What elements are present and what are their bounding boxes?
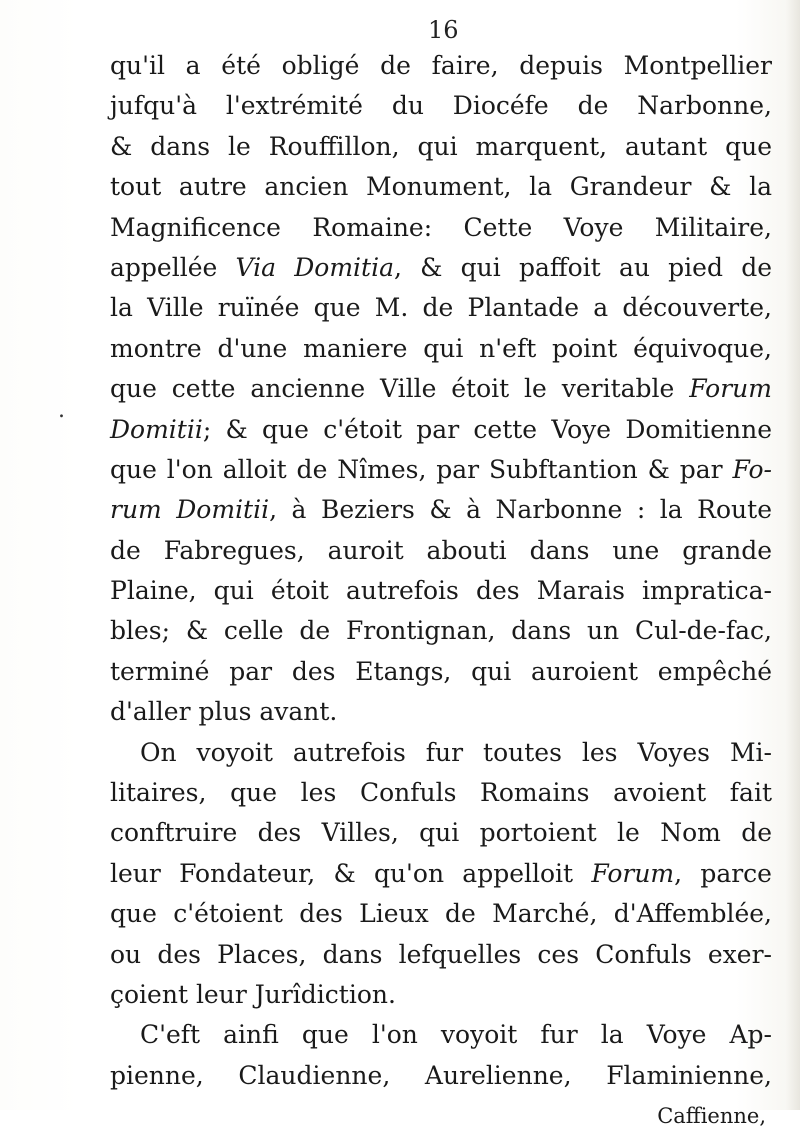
line-text: Magnificence Romaine: Cette Voye Militaire, xyxy=(110,212,772,242)
text-line xyxy=(110,894,772,934)
text-line xyxy=(110,773,772,813)
line-text: pienne, Claudienne, Aurelienne, Flaminienne, xyxy=(110,1060,772,1090)
line-text: de Fabregues, auroit abouti dans une grande xyxy=(110,535,772,565)
line-text: terminé par des Etangs, qui auroient empêché xyxy=(110,656,772,686)
text-line xyxy=(110,208,772,248)
line-text: ; & que c'étoit par cette Voye Domitienne xyxy=(202,414,772,444)
text-line xyxy=(110,1056,772,1096)
line-text: qu'il a été obligé de faire, depuis Montpellier xyxy=(110,51,772,80)
line-text: jufqu'à l'extrémité du Diocéfe de Narbonne, xyxy=(110,91,772,121)
line-text: appellée xyxy=(110,252,236,282)
text-line xyxy=(110,329,772,369)
line-text: la Ville ruïnée que M. de Plantade a découverte, xyxy=(110,293,772,323)
line-text: ou des Places, dans lefquelles ces Confuls exer- xyxy=(110,939,772,969)
text-line xyxy=(110,1015,772,1055)
text-line xyxy=(110,450,772,490)
text-line xyxy=(110,410,772,450)
line-text: bles; & celle de Frontignan, dans un Cul-de-fac, xyxy=(110,616,772,646)
text-line xyxy=(110,86,772,126)
line-text: que c'étoient des Lieux de Marché, d'Affemblée, xyxy=(110,899,772,929)
line-text: conftruire des Villes, qui portoient le Nom de xyxy=(110,818,772,848)
line-text: Plaine, qui étoit autrefois des Marais impratica- xyxy=(110,576,772,606)
line-text: , & qui paffoit au pied de xyxy=(394,252,772,282)
line-text: que l'on alloit de Nîmes, par Subftantion & par xyxy=(110,454,733,484)
italic-text: Fo- xyxy=(732,454,772,484)
italic-text: Forum xyxy=(689,374,772,404)
line-text: , parce xyxy=(674,858,772,888)
text-line xyxy=(110,854,772,894)
text-line xyxy=(110,975,772,1015)
text-line xyxy=(110,46,772,86)
italic-text: Domitii xyxy=(110,414,203,444)
margin-mark: . xyxy=(58,398,65,423)
line-text: Caffienne, xyxy=(657,1104,766,1129)
line-text: que cette ancienne Ville étoit le veritable xyxy=(110,374,690,404)
text-line xyxy=(110,490,772,530)
text-line xyxy=(110,733,772,773)
text-line xyxy=(110,935,772,975)
text-line xyxy=(110,248,772,288)
text-line xyxy=(110,369,772,409)
line-text: leur Fondateur, & qu'on appelloit xyxy=(110,858,592,888)
line-text: montre d'une maniere qui n'eft point équivoque, xyxy=(110,333,772,363)
line-text: litaires, que les Confuls Romains avoient fait xyxy=(110,778,772,808)
line-text: On voyoit autrefois fur toutes les Voyes Mi- xyxy=(140,737,772,767)
page-edge-shadow xyxy=(786,0,800,1110)
line-text: , à Beziers & à Narbonne : la Route xyxy=(269,495,772,525)
line-text: d'aller plus avant. xyxy=(110,697,338,727)
page-number: 16 xyxy=(428,16,459,44)
text-line xyxy=(110,531,772,571)
text-line xyxy=(110,288,772,328)
text-line xyxy=(110,652,772,692)
body-text xyxy=(110,46,772,1137)
italic-text: Via Domitia xyxy=(235,252,394,282)
line-text: C'eft ainfi que l'on voyoit fur la Voye Ap- xyxy=(140,1020,772,1050)
line-text: & dans le Rouffillon, qui marquent, autant que xyxy=(110,131,772,161)
text-line xyxy=(110,127,772,167)
text-line xyxy=(110,571,772,611)
text-line xyxy=(110,611,772,651)
text-line xyxy=(110,692,772,732)
catchword xyxy=(110,1096,772,1136)
line-text: tout autre ancien Monument, la Grandeur & la xyxy=(110,172,772,202)
italic-text: rum Domitii xyxy=(110,495,270,525)
italic-text: Forum xyxy=(591,858,675,888)
line-text: çoient leur Jurîdiction. xyxy=(110,979,396,1009)
text-line xyxy=(110,167,772,207)
text-line xyxy=(110,813,772,853)
